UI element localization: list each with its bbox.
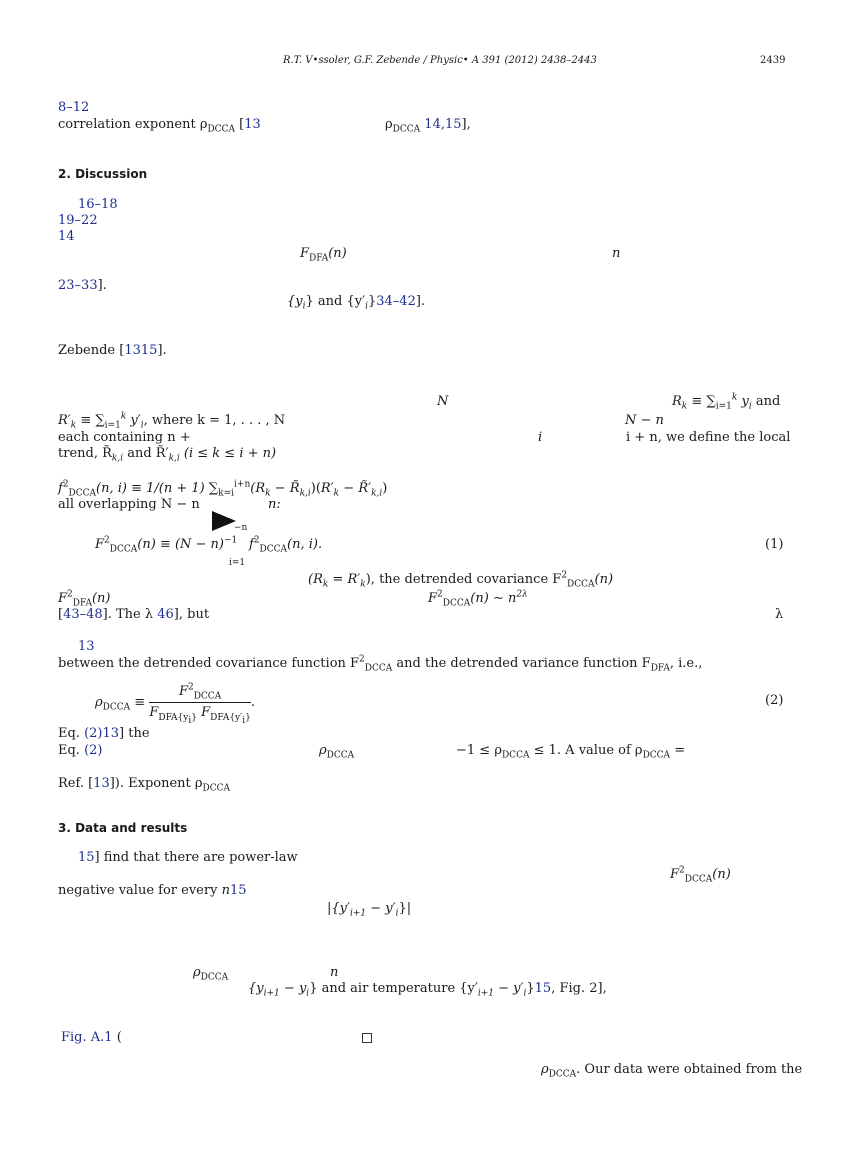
eq2: $\rho_{DCCA}$ ≡ $\frac{F^2_{DCCA}}{F_{DFA\{y_i\}} F_{DFA\{y'_i\}}}$ . <box>95 682 255 726</box>
between-line: between the detrended covariance function $F^2_{DCCA}$ and the detrended variance function $F_{DFA}$, i.e., <box>58 654 703 674</box>
rk-def: $R_k \equiv \sum_{i=1}^k$ $y_i$ and <box>672 392 781 412</box>
the-text: ] the <box>119 726 150 741</box>
abs-diff-end: }| <box>398 901 412 916</box>
n-colon: n: <box>268 497 281 512</box>
ref-23-33-tail: ]. <box>97 278 107 293</box>
eq1-f: f <box>249 537 254 552</box>
n-ref: n <box>221 883 230 898</box>
but-text: ], but <box>173 607 210 622</box>
series-y: {y <box>287 294 303 309</box>
fdfa2-sub: DFA <box>72 598 92 609</box>
corr-text: correlation exponent ρ <box>58 117 208 132</box>
abs-diff: $|\{y'_{i+1} - y'_i\}|$ <box>327 901 412 919</box>
series3-and: } and air temperature {y′ <box>309 981 478 996</box>
f2dcca-F: F <box>670 867 680 882</box>
ref-15c[interactable]: 15 <box>534 981 552 996</box>
zebende-line <box>58 343 167 359</box>
eq2-den-F1: F <box>149 705 159 720</box>
eq1-rhs: $f^2_{DCCA}(n$, i). <box>249 535 323 555</box>
trend-line: trend, $R̃_{k,i}$ and $R̃'_{k,i}$ (i ≤ k ≤ i + n) <box>58 446 277 464</box>
fig2-text: , Fig. 2], <box>551 981 607 996</box>
eq-ref-line-2 <box>58 743 103 759</box>
section-2-title: 2. Discussion <box>58 167 148 181</box>
ref-13b[interactable]: 13 <box>78 639 95 654</box>
fig-a1-line <box>61 1030 122 1046</box>
ref-46[interactable]: 46 <box>157 607 174 622</box>
zebende-tail: ]. <box>157 343 167 358</box>
negative-line <box>58 883 246 899</box>
eq1-F: F <box>95 537 105 552</box>
trend-text: trend, R̃ <box>58 446 112 461</box>
abs-diff-mid: − y′ <box>370 901 396 916</box>
eq2-ref[interactable]: (2) <box>84 726 103 741</box>
between-text: between the detrended covariance function F <box>58 656 360 671</box>
rho-3: $\rho_{DCCA}$ <box>193 965 229 983</box>
i-var: i <box>538 430 543 445</box>
between-end: , i.e., <box>669 656 703 671</box>
trend-and: and R̃′ <box>127 446 169 461</box>
ref-19-22[interactable]: 19–22 <box>58 213 98 228</box>
series-3-line: $\{y_{i+1} - y_i\}$ and air temperature $\{y'_{i+1} - y'_i\}15$, Fig. 2], <box>248 981 607 999</box>
series-close: } <box>367 294 377 309</box>
dcca-sub: DCCA <box>207 124 235 135</box>
rho-4-sym: ρ <box>541 1062 549 1077</box>
rk-R: R <box>672 394 682 409</box>
rk-eq-tail2: (n) <box>594 572 614 587</box>
ref-34-42[interactable]: 34–42 <box>376 294 416 309</box>
fig-a1-paren: ( <box>112 1030 122 1045</box>
eq1: $F^2_{DCCA}(n) \equiv (N - n)^{-1}$ <box>95 535 238 555</box>
dcca-sub-2: DCCA <box>392 124 421 135</box>
n-var: n <box>612 246 621 261</box>
where-k: , where k = 1, . . . , N <box>143 413 286 428</box>
i-plus-n: i + n, we define the local <box>626 430 791 445</box>
N-var: N <box>437 394 449 409</box>
eq-ref-text: Eq. <box>58 726 85 741</box>
rk-eq: (R <box>308 572 323 587</box>
eq1-upper: −n <box>234 523 248 533</box>
bracket-open: [ <box>239 117 245 132</box>
range-tail: ≤ 1. A value of ρ <box>533 743 643 758</box>
rk-eq-line: $(R_k = R'_k)$, the detrended covariance $F^2_{DCCA}(n)$ <box>308 570 614 590</box>
qed-box <box>362 1030 372 1046</box>
eq2-ref-2[interactable]: (2) <box>84 743 103 758</box>
ref-14-15[interactable]: 14,15 <box>424 117 462 132</box>
intro-line-2b <box>385 117 471 133</box>
intro-line-2 <box>58 117 261 133</box>
powerlaw-line <box>78 850 298 866</box>
ref-line: Ref. [13]). Exponent $\rho_{DCCA}$ <box>58 776 231 794</box>
ref-23-33-line <box>58 278 107 294</box>
final-line: $\rho_{DCCA}$. Our data were obtained from the <box>541 1062 803 1080</box>
ref-23-33[interactable]: 23–33 <box>58 278 98 293</box>
ref-14[interactable]: 14 <box>58 229 75 244</box>
ref-text: Ref. [ <box>58 776 94 791</box>
f2-f: f <box>58 481 63 496</box>
rk-prime-def: $R'_k \equiv \sum_{i=1}^k$ $y'_i$, where k = 1, . . . , N <box>58 411 286 431</box>
rho-2-sym: ρ <box>319 743 327 758</box>
f2dcca-arg: (n) <box>712 867 731 882</box>
eq1-mid: (n) ≡ (N − n) <box>137 537 224 552</box>
rho-2: $\rho_{DCCA}$ <box>319 743 355 761</box>
eq2-rho: ρ <box>95 695 103 710</box>
eq1-tail: (n, i). <box>287 537 323 552</box>
all-overlapping: all overlapping N − n <box>58 497 200 512</box>
series3-mid: − y <box>283 981 307 996</box>
eq2-number: (2) <box>765 693 784 708</box>
ref-13d[interactable]: 13 <box>93 776 110 791</box>
rho-3-sym: ρ <box>193 965 201 980</box>
fdfa2-arg: (n) <box>91 591 111 606</box>
series-and: } and {y′ <box>305 294 366 309</box>
lambda-right: λ <box>775 607 784 622</box>
ref-1315[interactable]: 1315 <box>124 343 158 358</box>
trend-tail: (i ≤ k ≤ i + n) <box>183 446 277 461</box>
range-text: −1 ≤ ρ <box>456 743 502 758</box>
fig-a1-link[interactable]: Fig. A.1 <box>61 1030 113 1045</box>
fdfa2-expr: $F^2_{DFA}(n)$ <box>58 589 111 609</box>
scaling-exp: 2λ <box>516 589 528 600</box>
rho: ρ <box>385 117 393 132</box>
rk-prime: R′ <box>58 413 71 428</box>
the-lambda: ]. The λ <box>102 607 158 622</box>
scaling-text: (n) ∼ n <box>470 591 517 606</box>
eq2-fraction: $\frac{F^2_{DCCA}}{F_{DFA\{y_i\}} F_{DFA\{y'_i\}}}$ <box>149 682 251 726</box>
f2dcca-expr: $F^2_{DCCA}(n)$ <box>670 865 731 885</box>
N-minus-n: N − n <box>625 413 664 428</box>
section-3-title: 3. Data and results <box>58 821 188 835</box>
fdfa-expr <box>300 246 347 262</box>
fdfa-f: F <box>300 246 310 261</box>
ref-34-42-tail: ]. <box>415 294 426 309</box>
series-line: $\{y_i\}$ and $\{y'_i\}34-42$]. <box>287 294 426 312</box>
close-bracket: ], <box>461 117 471 132</box>
ref-8-12[interactable]: 8–12 <box>58 100 90 115</box>
eq-ref-text-2: Eq. <box>58 743 85 758</box>
n-3: n <box>330 965 339 980</box>
range-line: $-1 \le \rho_{DCCA} \le 1$. A value of $\rho_{DCCA}$ = <box>456 743 686 761</box>
ref-13[interactable]: 13 <box>244 117 261 132</box>
rk-and: and <box>755 394 781 409</box>
between-mid: and the detrended variance function F <box>396 656 651 671</box>
ref-43-48-line: [43–48]. The λ 46], but <box>58 607 210 622</box>
ref-16-18[interactable]: 16–18 <box>78 197 118 212</box>
ref-15[interactable]: 15 <box>78 850 95 865</box>
ref-43-48[interactable]: 43–48 <box>63 607 103 622</box>
ref-15b[interactable]: 15 <box>229 883 247 898</box>
negative-text: negative value for every <box>58 883 222 898</box>
series3-y: {y <box>248 981 264 996</box>
eq1-lower: i=1 <box>229 558 246 568</box>
fdfa2-F: F <box>58 591 68 606</box>
scaling-law: $F^2_{DCCA}(n)$ ∼ $n^{2\lambda}$ <box>428 589 528 609</box>
range-eq: = <box>674 743 686 758</box>
ref-13c[interactable]: 13 <box>102 726 120 741</box>
f2-tail: (R <box>250 481 266 496</box>
zebende-text: Zebende [ <box>58 343 125 358</box>
series3-mid2: − y′ <box>498 981 524 996</box>
final-tail: . Our data were obtained from the <box>576 1062 803 1077</box>
series3-end: } <box>526 981 535 996</box>
eq2-den-F2: F <box>201 705 211 720</box>
f2-def: $f^2_{DCCA}(n$, i) ≡ 1/(n + 1) $\sum_{k=i}^{i+n}(R_k$ − $R̃_{k,i})(R'_k$ − $R̃'_{k,i}$) <box>58 479 388 499</box>
eq1-number: (1) <box>765 537 784 552</box>
rk-eq-tail: ), the detrended covariance F <box>365 572 562 587</box>
abs-diff-start: |{y′ <box>327 901 350 916</box>
eq-ref-line <box>58 726 150 742</box>
running-header: R.T. V•ssoler, G.F. Zebende / Physic• A 391 (2012) 2438–2443 <box>283 55 597 66</box>
exponent-text: ]). Exponent ρ <box>109 776 203 791</box>
sum-symbol <box>212 511 236 531</box>
page-number: 2439 <box>760 55 786 66</box>
eq2-num-F: F <box>178 684 188 699</box>
f2-rest: (n, i) ≡ 1/(n + 1) ∑ <box>96 481 219 496</box>
powerlaw-text: ] find that there are power-law <box>94 850 298 865</box>
fdfa-sub: DFA <box>309 253 329 264</box>
fdfa-arg: (n) <box>328 246 347 261</box>
each-containing: each containing n + <box>58 430 191 445</box>
